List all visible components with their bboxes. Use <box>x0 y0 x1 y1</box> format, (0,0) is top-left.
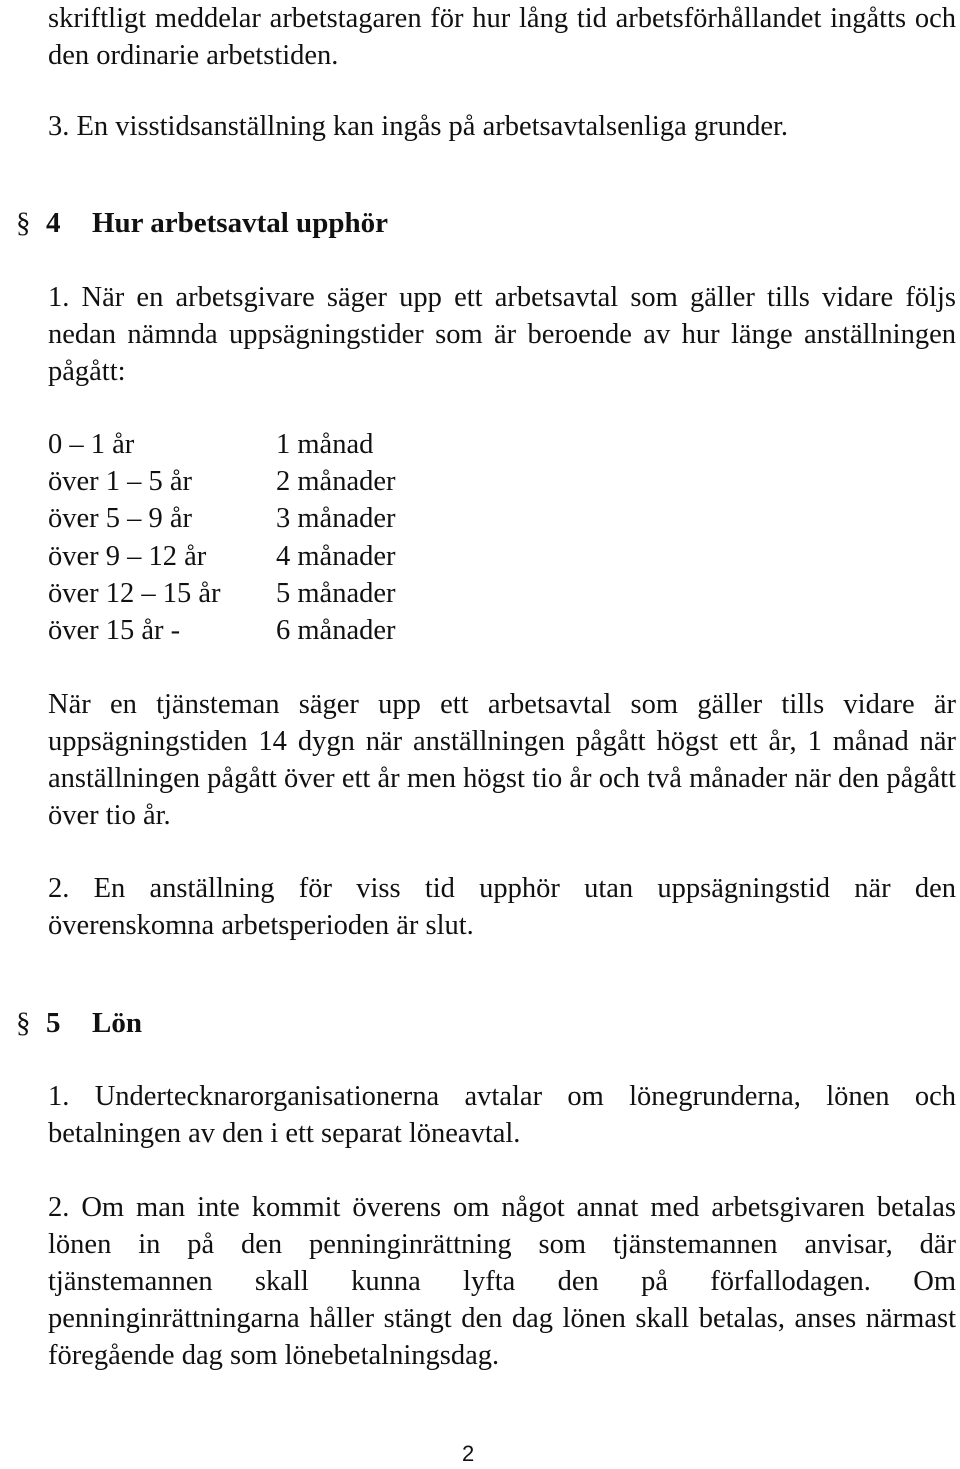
section-sign: § <box>16 1007 31 1039</box>
notice-period: 3 månader <box>276 503 396 535</box>
notice-period-table <box>48 426 395 649</box>
notice-period-row <box>48 426 395 463</box>
notice-period: 6 månader <box>276 614 396 646</box>
item-3-paragraph: 3. En visstidsanställning kan ingås på arbetsavtalsenliga grunder. <box>48 111 789 142</box>
employment-period: över 15 år - <box>48 614 181 646</box>
section-sign: § <box>16 207 31 239</box>
section-4-item-2: 2. En anställning för viss tid upphör utan uppsägningstid när den överenskomna arbetsperioden är slut. <box>48 873 956 941</box>
employment-period: över 12 – 15 år <box>48 577 221 609</box>
notice-period: 1 månad <box>276 429 374 460</box>
section-title: Lön <box>92 1007 142 1039</box>
section-number: 4 <box>46 207 61 239</box>
section-4-item-1: 1. När en arbetsgivare säger upp ett arbetsavtal som gäller tills vidare följs nedan nämnda uppsägningstider som är beroende av hur länge anställningen pågått: <box>48 282 956 387</box>
notice-period-row <box>48 612 395 649</box>
notice-period-row <box>48 463 395 500</box>
notice-period: 2 månader <box>276 466 396 498</box>
section-number: 5 <box>46 1007 61 1039</box>
section-5-heading <box>16 1005 142 1042</box>
section-5-item-2: 2. Om man inte kommit överens om något annat med arbetsgivaren betalas lönen in på den penninginrättning som tjänstemannen anvisar, där tjänstemannen skall kunna lyfta den på förfallodagen. Om penninginrättningarna håller stängt den dag lönen skall betalas, anses närmast föregående dag som lönebetalningsdag. <box>48 1192 956 1371</box>
employment-period: över 9 – 12 år <box>48 540 207 572</box>
employment-period: över 1 – 5 år <box>48 466 193 498</box>
intro-paragraph: skriftligt meddelar arbetstagaren för hur lång tid arbetsförhållandet ingåtts och den ordinarie arbetstiden. <box>48 3 956 71</box>
notice-period: 5 månader <box>276 577 396 609</box>
notice-period: 4 månader <box>276 540 396 572</box>
page-number: 2 <box>462 1441 475 1466</box>
employment-period: 0 – 1 år <box>48 429 135 460</box>
section-5-item-1: 1. Undertecknarorganisationerna avtalar om lönegrunderna, lönen och betalningen av den i ett separat löneavtal. <box>48 1081 956 1149</box>
notice-period-row <box>48 575 395 612</box>
section-title: Hur arbetsavtal upphör <box>92 207 388 239</box>
employee-notice-paragraph: När en tjänsteman säger upp ett arbetsavtal som gäller tills vidare är uppsägningstiden 14 dygn när anställningen pågått högst ett år, 1 månad när anställningen pågått över ett år men högst tio år och två månader när den pågått över tio år. <box>48 689 956 831</box>
notice-period-row <box>48 538 395 575</box>
employment-period: över 5 – 9 år <box>48 503 193 535</box>
notice-period-row <box>48 500 395 537</box>
section-4-heading <box>16 205 388 242</box>
